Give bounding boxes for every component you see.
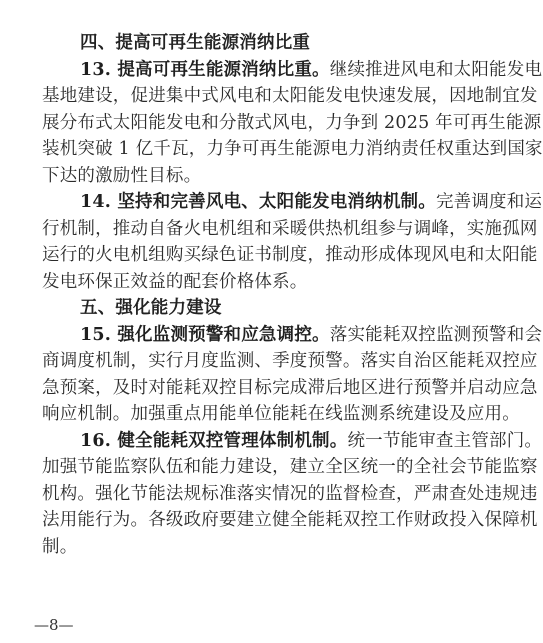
item-16-line: 机构。强化节能法规标准落实情况的监督检查，严肃查处违规违 [42,483,538,504]
item-15-title: 15. 强化监测预警和应急调控。 [80,324,330,345]
item-14-title: 14. 坚持和完善风电、太阳能发电消纳机制。 [80,192,436,212]
item-14-first-line [42,189,543,216]
item-15-line: 响应机制。加强重点用能单位能耗在线监测系统建设及应用。 [42,404,520,424]
item-15-line: 急预案，及时对能耗双控目标完成滞后地区进行预警并启动应急 [42,377,538,398]
item-13-line: 基地建设，促进集中式风电和太阳能发电快速发展，因地制宜发 [42,86,538,106]
item-15-line: 商调度机制，实行月度监测、季度预警。落实自治区能耗双控应 [42,351,538,371]
item-14-line: 运行的火电机组购买绿色证书制度，推动形成体现风电和太阳能 [42,245,538,265]
item-13-first-line [42,57,543,84]
item-16-text-start: 统一节能审查主管部门。 [347,430,543,451]
item-13-line: 下达的激励性目标。 [42,165,202,186]
section-heading-4: 四、提高可再生能源消纳比重 [80,33,311,53]
item-13-line: 展分布式太阳能发电和分散式风电，力争到 2025 年可再生能源 [42,112,542,133]
item-14-line: 行机制，推动自备火电机组和采暖供热机组参与调峰，实施孤网 [42,218,538,239]
item-14-text-start: 完善调度和运 [435,192,543,212]
item-14-line: 发电环保正效益的配套价格体系。 [42,271,308,292]
item-13-text-start: 继续推进风电和太阳能发电 [329,59,543,80]
page-number: —8— [34,616,74,634]
item-15-first-line [42,322,543,349]
section-heading-5: 五、强化能力建设 [80,298,222,318]
item-16-title: 16. 健全能耗双控管理体制机制。 [80,430,348,451]
item-13-title: 13. 提高可再生能源消纳比重。 [80,59,330,80]
item-16-line: 制。 [42,536,78,557]
item-16-first-line [42,428,543,455]
item-15-text-start: 落实能耗双控监测预警和会 [329,324,543,345]
item-13-line: 装机突破 1 亿千瓦，力争可再生能源电力消纳责任权重达到国家 [42,139,543,159]
item-16-line: 法用能行为。各级政府要建立健全能耗双控工作财政投入保障机 [42,510,538,530]
item-16-line: 加强节能监察队伍和能力建设，建立全区统一的全社会节能监察 [42,457,538,477]
